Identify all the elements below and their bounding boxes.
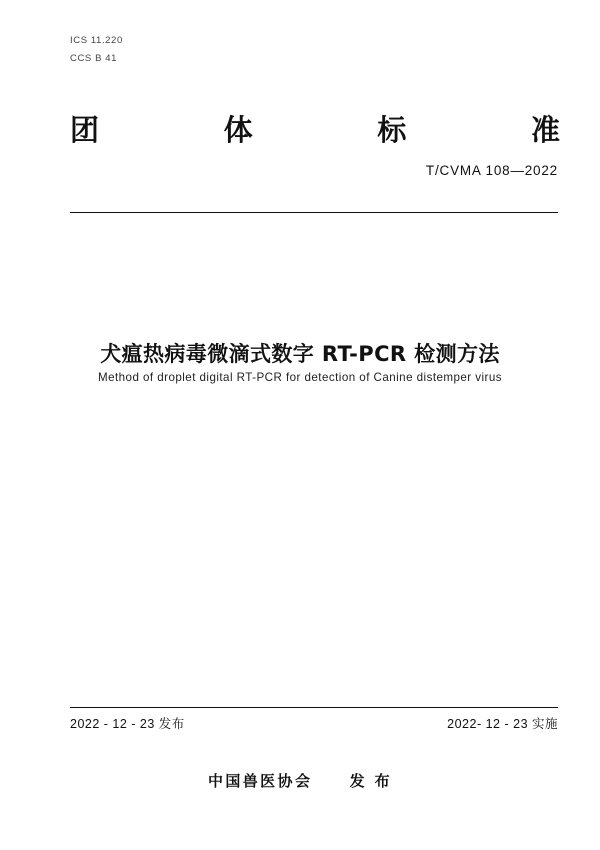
standard-type-char-4: 准	[530, 113, 560, 147]
document-title-chinese: 犬瘟热病毒微滴式数字 RT-PCR 检测方法	[100, 342, 500, 366]
issue-date: 2022 - 12 - 23 发布	[70, 717, 185, 731]
publisher-line	[0, 770, 600, 791]
footer-divider	[70, 707, 558, 708]
ics-code: ICS 11.220	[70, 35, 123, 46]
standard-type-char-2: 体	[223, 113, 253, 147]
dates-row	[70, 714, 558, 732]
publisher-suffix: 发 布	[349, 772, 393, 790]
publisher-name: 中国兽医协会	[207, 772, 313, 790]
standard-number: T/CVMA 108—2022	[425, 163, 558, 178]
ccs-code: CCS B 41	[70, 53, 118, 65]
standard-type-heading	[70, 108, 560, 149]
header-divider	[70, 212, 558, 213]
document-title-english: Method of droplet digital RT-PCR for detection of Canine distemper virus	[97, 371, 502, 384]
standard-type-char-3: 标	[377, 113, 407, 147]
standard-type-char-1: 团	[70, 113, 100, 147]
effective-date: 2022- 12 - 23 实施	[447, 717, 558, 731]
classification-codes	[70, 32, 123, 68]
